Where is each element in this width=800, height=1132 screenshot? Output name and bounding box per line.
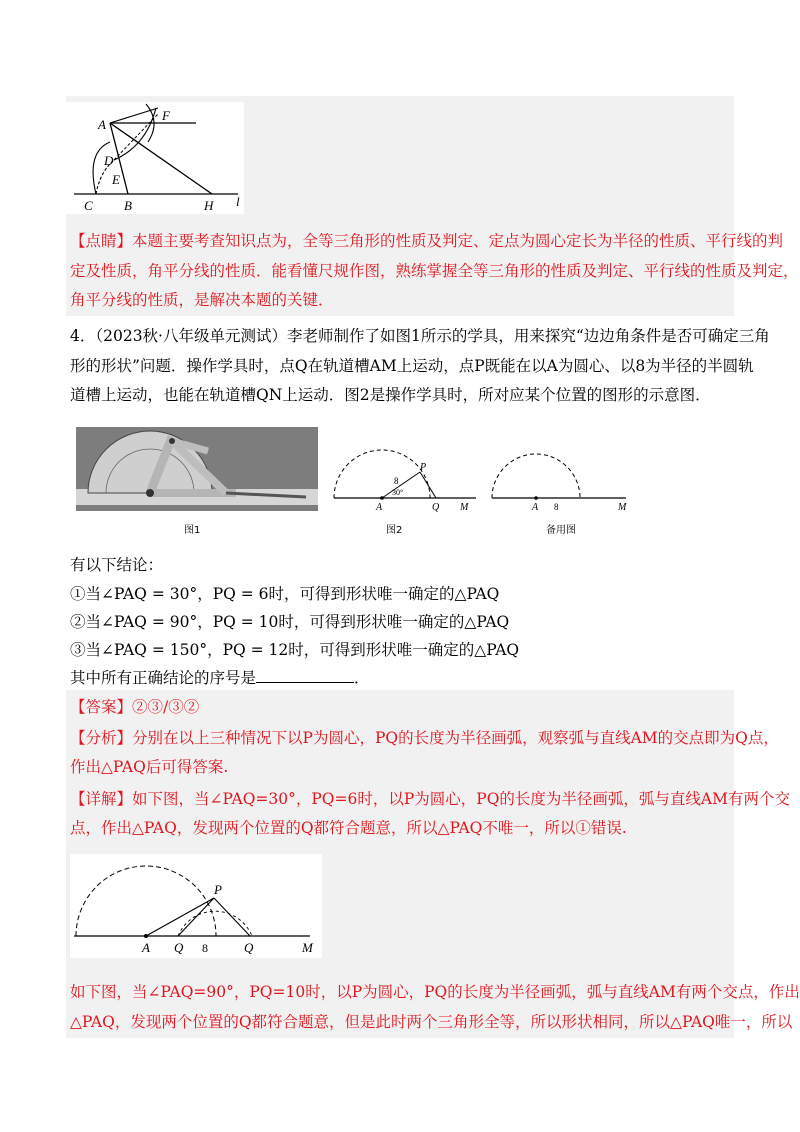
backup-label-M: M [618, 502, 627, 513]
figure-2-caption: 图2 [386, 525, 403, 536]
analysis-line-2: 作出△PAQ后可得答案. [70, 758, 229, 776]
fig2-label-A: A [376, 502, 383, 513]
detail-figure [70, 854, 322, 958]
conclusion-3: ③当∠PAQ = 150°，PQ = 12时，可得到形状唯一确定的△PAQ [70, 641, 520, 659]
label-E: E [112, 172, 120, 187]
construction-diagram [66, 102, 244, 214]
label-l: l [236, 194, 240, 209]
question-line-2: 形的形状”问题．操作学具时，点Q在轨道槽AM上运动，点P既能在以A为圆心、以8为半径的半圆轨 [70, 357, 754, 375]
backup-label-A: A [532, 502, 539, 513]
fig2-label-angle: 30° [392, 488, 404, 497]
answer-line [70, 696, 199, 718]
comment-tag: 【点睛】 [70, 232, 133, 250]
comment-line-1: 【点睛】本题主要考查知识点为，全等三角形的性质及判定、定点为圆心定长为半径的性质、平行线的判 [70, 232, 784, 250]
analysis-line-1: 【分析】分别在以上三种情况下以P为圆心，PQ的长度为半径画弧，观察弧与直线AM的交点即为Q点， [70, 729, 779, 747]
conclusion-1: ①当∠PAQ = 30°，PQ = 6时，可得到形状唯一确定的△PAQ [70, 585, 500, 603]
backup-label-8: 8 [554, 502, 559, 512]
figure-1-photo [76, 427, 318, 511]
figure-2-diagram [330, 440, 480, 515]
label-H: H [204, 198, 214, 213]
detail-tag: 【详解】 [70, 790, 133, 808]
question-ask: 其中所有正确结论的序号是 ． [70, 669, 370, 687]
continuation-line-1: 如下图，当∠PAQ=90°，PQ=10时，以P为圆心，PQ的长度为半径画弧，弧与直线AM有两个交点，作出 [70, 983, 800, 1001]
fig2-label-P: P [420, 462, 427, 473]
comment-line-2: 定及性质，角平分线的性质．能看懂尺规作图，熟练掌握全等三角形的性质及判定、平行线的性质及判定， [70, 262, 799, 280]
figure-1-caption: 图1 [184, 525, 201, 536]
detail-label-P: P [214, 882, 222, 897]
fig2-label-Q: Q [432, 502, 440, 513]
label-A: A [98, 117, 106, 132]
answer-blank [256, 668, 354, 683]
label-B: B [124, 198, 132, 213]
conclusions-intro: 有以下结论： [70, 556, 164, 574]
figure-2 [330, 440, 480, 515]
comment-line-3: 角平分线的性质，是解决本题的关键． [70, 291, 334, 309]
backup-caption: 备用图 [546, 525, 576, 536]
label-C: C [84, 198, 93, 213]
detail-line-2: 点，作出△PAQ，发现两个位置的Q都符合题意，所以△PAQ不唯一，所以①错误. [70, 819, 627, 837]
analysis-tag: 【分析】 [70, 729, 133, 747]
detail-label-Q1: Q [174, 940, 184, 955]
conclusion-2: ②当∠PAQ = 90°，PQ = 10时，可得到形状唯一确定的△PAQ [70, 613, 510, 631]
backup-diagram [488, 440, 638, 515]
detail-diagram [70, 854, 322, 958]
answer-value: ②③/③② [132, 698, 200, 716]
question-line-1: 4．（2023秋·八年级单元测试）李老师制作了如图1所示的学具，用来探究“边边角条件是否可确定三角 [70, 327, 770, 345]
fig2-label-8: 8 [394, 476, 399, 486]
tool-photo [76, 427, 318, 511]
detail-label-8: 8 [202, 941, 208, 955]
question-line-3: 道槽上运动，也能在轨道槽QN上运动．图2是操作学具时，所对应某个位置的图形的示意图． [70, 386, 711, 404]
detail-label-Q2: Q [244, 940, 254, 955]
fig2-label-M: M [460, 502, 469, 513]
label-D: D [104, 153, 114, 168]
answer-tag: 【答案】 [70, 698, 133, 716]
construction-figure [66, 102, 244, 214]
figure-backup [488, 440, 638, 515]
continuation-line-2: △PAQ，发现两个位置的Q都符合题意，但是此时两个三角形全等，所以形状相同，所以△PAQ唯一，所以 [70, 1013, 793, 1031]
detail-line-1: 【详解】如下图，当∠PAQ=30°，PQ=6时，以P为圆心，PQ的长度为半径画弧，弧与直线AM有两个交 [70, 790, 790, 808]
detail-label-M: M [302, 940, 313, 955]
detail-label-A: A [142, 940, 150, 955]
label-F: F [162, 108, 170, 123]
